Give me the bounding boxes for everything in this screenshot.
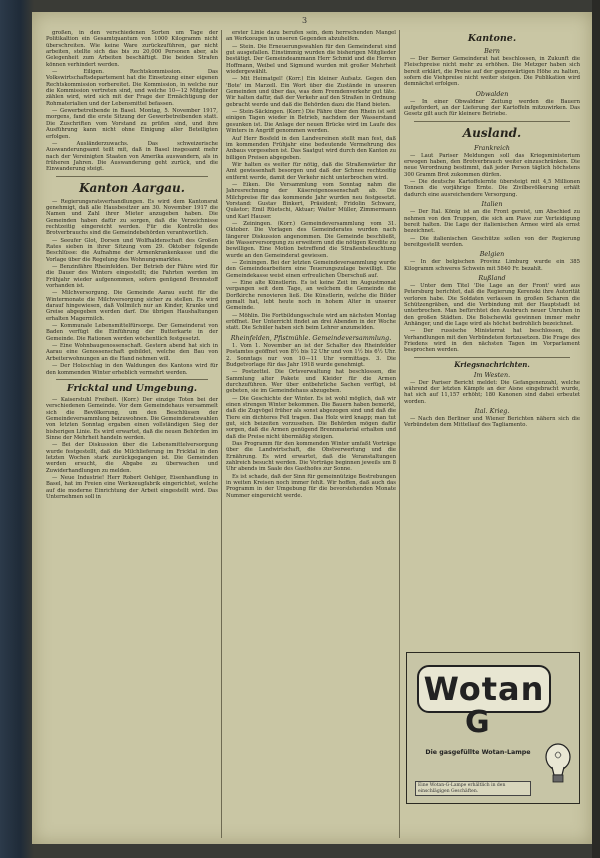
region-heading: Frankreich	[474, 143, 510, 152]
article-paragraph: — Stein. Die Erneuerungswahlen für den Gemeinderat sind gut ausgefallen. Einstimmig wurden die bisherigen Mitglieder bestätigt. Der Gemeindeammann Herr Schmid und die Herren Hoffmann, Weibel und Sigmund wurden mit großer Mehrheit wiedergewählt.	[226, 43, 396, 76]
ad-footnote: Eine Wotan-G-Lampe erhältlich in den einschlägigen Geschäften.	[415, 781, 531, 796]
column-middle	[226, 30, 396, 838]
column-right	[404, 30, 580, 644]
column-divider	[399, 30, 400, 838]
section-divider	[414, 121, 570, 122]
article-paragraph: — Der russische Ministerrat hat beschlossen, die Verhandlungen mit den Verbündeten fortzusetzen. Die Frage des Friedens wird in den nächsten Tagen im Vorparlament besprochen werden.	[404, 328, 580, 354]
article-paragraph: — Mit Heimatgel! (Korr.) Ein kleiner Aufsatz. Gegen den 'Bote' im Marzell. Ein Wort über die Zustände in unseren Gemeinden und über das, was dem Fremdenverkehr gut täte. Wir halten dafür, daß der Verkehr auf den Straßen in Ordnung gebracht werde und daß die Behörden dazu die Hand bieten.	[226, 76, 396, 108]
article-paragraph: Auf Herr Bosfeld in den Landvereinen stellt man fest, daß im kommenden Frühjahr eine bedeutende Vermehrung des Anbaus vorgesehen ist. Das Saatgut wird durch den Kanton zu billigen Preisen abgegeben.	[226, 135, 396, 161]
section-heading-aargau: Kanton Aargau.	[79, 180, 185, 195]
article-paragraph: — Nach den Berliner und Wiener Berichten nähern sich die Verbündeten dem Mittellauf des Tagliamento.	[404, 416, 580, 429]
article-paragraph: — Die italienischen Geschütze sollen von der Regierung bereitgestellt werden.	[404, 235, 580, 248]
newspaper-page	[32, 12, 592, 844]
region-heading: Italien	[481, 200, 503, 209]
article-paragraph: — Eine Wohnbaugenossenschaft. Gestern abend hat sich in Aarau eine Genossenschaft gebildet, welche den Bau von Arbeiterwohnungen an die Hand nehmen will.	[46, 343, 218, 362]
region-heading: Rußland	[478, 273, 506, 282]
article-paragraph: — Der Holzschlag in den Waldungen des Kantons wird für den kommenden Winter erheblich vermehrt werden.	[46, 363, 218, 376]
region-heading: Ital. Krieg.	[474, 407, 510, 416]
article-paragraph: — Kommunale Lebensmittelfürsorge. Der Gemeinderat von Baden verfügt die Einführung der Butterkarte in der Gemeinde. Die Rationen werden wöchentlich festgesetzt.	[46, 323, 218, 342]
light-bulb-icon	[543, 743, 573, 785]
article-paragraph: — Eiligen. Rechtskommission. Das Volkswirtschaftsdepartement hat die Einsetzung einer eigenen Rechtskommission vorbereitet. Die Kommission, in welche nur die Kommission vertreten sind, und welche 10—12 Mitglieder zählen wird, wird sich mit der Frage der Ermächtigung der Rohmaterialien und der Lebensmittel befassen.	[46, 69, 218, 107]
article-paragraph: — Gewerbetreibende in Basel. Montag, 5. November 1917, morgens, fand die erste Sitzung der Gewerbetreibenden statt. Die Zuschriften vom Vorstand zu prüfen sind, und ihre Ausführung kann nicht ohne Einigung aller Beteiligten erfolgen.	[46, 108, 218, 140]
article-paragraph: — Kaiserstuhl Freiheit. (Korr.) Der einzige Toten bei der verschiedenen Gemeinde. Vor dem Gemeindehaus versammelt sich die Bevölkerung, um den Beschlüssen der Gemeindeversammlung beizuwohnen. Die Gemeinderatswahlen von letzten Sonntag ergaben einen vollständigen Sieg der bisherigen Linie. Es wird erwartet, daß die neuen Behörden im Sinne der Mehrheit handeln werden.	[46, 396, 218, 441]
article-paragraph: Das Programm für den kommenden Winter umfaßt Vorträge über die Landwirtschaft, die Obstverwertung und die Ernährung. Es wird erwartet, daß die Veranstaltungen zahlreich besucht werden. Die Vorträge beginnen jeweils um 8 Uhr abends im Saale des Gasthofes zur Sonne.	[226, 440, 396, 473]
article-paragraph: — In einer Obwaldner Zeitung werden die Bauern aufgefordert, an der Lieferung der Kartoffeln mitzuwirken. Das Gesetz gilt auch für kleinere Betriebe.	[404, 98, 580, 118]
region-heading: Bern	[484, 47, 500, 55]
article-paragraph: — Regierungsratsverhandlungen. Es wird dem Kantonsrat genehmigt, daß alle Hausbesitzer am 30. November 1917 die Namen und Zahl ihrer Mieter anzugeben haben. Die Gemeinden haben dafür zu sorgen, daß die Verzeichnisse rechtzeitig eingereicht werden. Für die Kontrolle des Brotverbrauchs sind die Gemeindebehörden verantwortlich.	[46, 198, 218, 237]
article-paragraph: — Der Berner Gemeinderat hat beschlossen, in Zukunft die Fleischpreise nicht mehr zu erhöhen. Die Metzger haben sich bereit erklärt, die Preise auf der gegenwärtigen Höhe zu halten, sofern die Viehpreise nicht weiter steigen. Die Publikation wird demnächst erfolgen.	[404, 56, 580, 88]
page-number: 3	[302, 16, 308, 25]
article-paragraph: — Der Pariser Bericht meldet: Die Gefangenenzahl, welche während der letzten Kämpfe an der Aisne eingebracht wurde, hat sich auf 11,157 erhöht; 180 Kanonen sind dabei erbeutet worden.	[404, 379, 580, 405]
article-paragraph: — Eiken. Die Versammlung vom Sonntag nahm die Jahresrechnung der Käsereigenossenschaft ab. Die Milchpreise für das kommende Jahr wurden neu festgesetzt. Vorstand: Gustav Binkert, Präsident; Fridolin Schwarz, Quästor; Emil Rüetschi, Aktuar; Walter Müller, Zimmermann und Karl Hauser.	[226, 181, 396, 220]
article-paragraph: — Unter dem Titel 'Die Lage an der Front' wird aus Petersburg berichtet, daß die Regierung Kerenski ihre Autorität verloren habe. Die Soldaten verlassen in großen Scharen die Schützengräben, und die Verbindung mit der Hauptstadt ist unterbrochen. Man befürchtet den Ausbruch neuer Unruhen in den großen Städten. Die Bolschewiki gewinnen immer mehr Anhänger, und die Lage wird als höchst bedrohlich bezeichnet.	[404, 282, 580, 327]
article-paragraph: — Eine alte Künstlerin. Es ist keine Zeit im Augustmonat vergangen seit dem Tage, an welchem die Gemeinde die Dorfkirche renovieren ließ. Die Künstlerin, welche die Bilder gemalt hat, lebt heute noch in hohem Alter in unserer Gemeinde.	[226, 280, 396, 312]
section-heading-kriegsnachrichten: Kriegsnachrichten.	[454, 359, 530, 369]
page-edge	[592, 0, 600, 858]
section-divider	[56, 379, 208, 380]
ad-brand-letter: G	[465, 705, 490, 740]
article-paragraph: großen, in den verschiedenen Sorten um Tage der Politikaltion ein Gesamtquantum von 1000 Kilogramm nicht überschreiten. Wie keine Ware zurückzuführen, gar nicht arbeiten, stellte sich das bis zu 20,000 Personen aber, als Gelegenheit zum Arbeiten beschäftigt. Die beiden Strafen können verhindert werden.	[46, 30, 218, 68]
column-divider	[221, 30, 222, 838]
wotan-lamp-advertisement	[406, 652, 580, 804]
region-heading: Obwalden	[475, 89, 509, 98]
section-divider	[56, 176, 208, 177]
article-paragraph: — Seeufer Glot, Dorsen und Wolfhaldenschaft des Großen Rates sieben in ihrer Sitzung vom 29. Oktober folgende Beschlüsse: die Aufnahme der Armenkrankenkasse und die Vorlage über die Regelung des Wohnungsmarktes.	[46, 237, 218, 263]
section-heading-kantone: Kantone.	[467, 33, 517, 44]
article-paragraph: — Die deutsche Kartoffelernte übersteigt mit 4,5 Millionen Tonnen die vorjährige Ernte. Die Zivilbevölkerung erhält dadurch eine ausreichendere Versorgung.	[404, 179, 580, 198]
article-paragraph: 1. Vom 1. November an ist der Schalter des Rheinfelder Postamtes geöffnet von 8½ bis 12 Uhr und von 1½ bis 6½ Uhr. 2. Sonntags nur von 10—11 Uhr vormittags. 3. Die Budgetvorlage für das Jahr 1918 wurde genehmigt.	[226, 342, 396, 368]
article-paragraph: — Bei der Diskussion über die Lebensmittelversorgung wurde festgestellt, daß die Milchlieferung im Fricktal in den letzten Wochen stark zurückgegangen ist. Die Gemeinden werden ersucht, die Abgabe zu überwachen und Zuwiderhandlungen zu melden.	[46, 442, 218, 474]
article-paragraph: — Postzettel. Die Ortsverwaltung hat beschlossen, die Sammlung alter Pakete und Kleider für die Armen durchzuführen. Wer über entbehrliche Sachen verfügt, ist gebeten, sie im Gemeindehaus abzugeben.	[226, 369, 396, 395]
article-paragraph: — Laut Pariser Meldungen soll das Kriegsministerium erwogen haben, den Brotverbrauch weiter einzuschränken. Die neue Verordnung bestimmt, daß jeder Person täglich höchstens 300 Gramm Brot zukommen dürfen.	[404, 152, 580, 178]
article-paragraph: Wir halten es weiter für nötig, daß die Straßenwärter ihr Amt gewissenhaft besorgen und daß der Schnee rechtzeitig entfernt werde, damit der Verkehr nicht unterbrochen wird.	[226, 161, 396, 181]
article-paragraph: — Milchversorgung. Die Gemeinde Aarau sucht für die Wintermonate die Milchversorgung sicher zu stellen. Es wird darauf hingewiesen, daß Vollmilch nur an Kinder, Kranke und Greise abgegeben werden darf. Die übrigen Haushaltungen erhalten Magermilch.	[46, 290, 218, 322]
article-paragraph: — Neue Industrie! Herr Robert Oehlger, Eisenhandlung in Basel, hat im Freien eine Werkzeugfabrik eingerichtet, welche auf die moderne Einrichtung der Arbeit eingestellt wird. Das Unternehmen soll in	[46, 474, 218, 500]
article-paragraph: — In der belgischen Provinz Limburg wurde ein 385 Kilogramm schweres Schwein mit 5840 Fr. bezahlt.	[404, 259, 580, 272]
section-divider	[414, 357, 570, 358]
subsection-heading: Rheinfelden, Pfistmühle. Gemeindeversammlung.	[230, 333, 392, 342]
article-paragraph: — Ausländerzuwachs. Das schweizerische Auswanderungsamt teilt mit, daß in Basel insgesamt mehr nach der Vereinigten Staaten von Amerika auswandern, als in früheren Jahren. Die Auswanderung geht zurück, und die Einwanderung steigt.	[46, 140, 218, 173]
article-paragraph: erster Linie dazu berufen sein, dem herrschenden Mangel an Werkzeugen in unseren Gegenden abzuhelfen.	[226, 30, 396, 43]
region-heading: Belgien	[479, 250, 505, 259]
article-paragraph: Es ist schade, daß der Sinn für gemeinnützige Bestrebungen in weiten Kreisen noch immer fehlt. Wir hoffen, daß auch das Programm in der Umgebung für die bevorstehenden Monate Nummer eingereicht werde.	[226, 473, 396, 499]
article-paragraph: — Der Ital. König ist an die Front gereist, um Abschied zu nehmen von den Truppen, die sich am Piave zur Verteidigung bereit halten. Die Lage der italienischen Armee wird als ernst bezeichnet.	[404, 209, 580, 235]
ad-tagline: Die gasgefüllte Wotan-Lampe	[425, 749, 531, 756]
column-left	[46, 30, 218, 838]
region-heading: Im Westen.	[473, 370, 511, 379]
book-spine	[0, 0, 34, 858]
article-paragraph: — Zeiningen. Bei der letzten Gemeindeversammlung wurde den Gemeindearbeitern eine Teuerungszulage bewilligt. Die Gemeindekasse weist einen erfreulichen Überschuß auf.	[226, 260, 396, 279]
section-heading-ausland: Ausland.	[462, 125, 522, 140]
ad-brand-logo: Wotan	[417, 665, 551, 713]
article-paragraph: — Benzinfähre Rheinfelden. Der Betrieb der Fähre wird für die Dauer des Winters eingestellt; die Fahrten werden im Frühjahr wieder aufgenommen, sofern genügend Brennstoff vorhanden ist.	[46, 264, 218, 290]
article-paragraph: — Stein-Säckingen. (Korr.) Die Fähre über den Rhein ist seit einigen Tagen wieder in Betrieb, nachdem der Wasserstand gesunken ist. Die Anlage der neuen Brücke wird im Laufe des Winters in Angriff genommen werden.	[226, 109, 396, 135]
article-paragraph: — Möhlin. Die Fortbildungsschule wird am nächsten Montag eröffnet. Der Unterricht findet an drei Abenden in der Woche statt. Die Schüler haben sich beim Lehrer anzumelden.	[226, 312, 396, 332]
article-paragraph: — Die Geschichte der Winter. Es ist wohl möglich, daß wir einen strengen Winter bekommen. Die Bauern haben bemerkt, daß die Zugvögel früher als sonst abgezogen sind und daß die Tiere ein dichteres Fell tragen. Das Holz wird knapp; man tut gut, sich beizeiten vorzusehen. Die Behörden mögen dafür sorgen, daß die Armen genügend Brennmaterial erhalten und daß die Preise nicht übermäßig steigen.	[226, 395, 396, 440]
article-paragraph: — Zeiningen. (Korr.) Gemeindeversammlung vom 31. Oktober. Die Vorlagen des Gemeinderates wurden nach längerer Diskussion angenommen. Die Gemeinde beschließt, die Wasserversorgung zu erweitern und die nötigen Kredite zu bewilligen. Eine Motion betreffend die Straßenbeleuchtung wurde an den Gemeinderat gewiesen.	[226, 220, 396, 259]
section-heading-fricktal: Fricktal und Umgebung.	[66, 382, 198, 394]
